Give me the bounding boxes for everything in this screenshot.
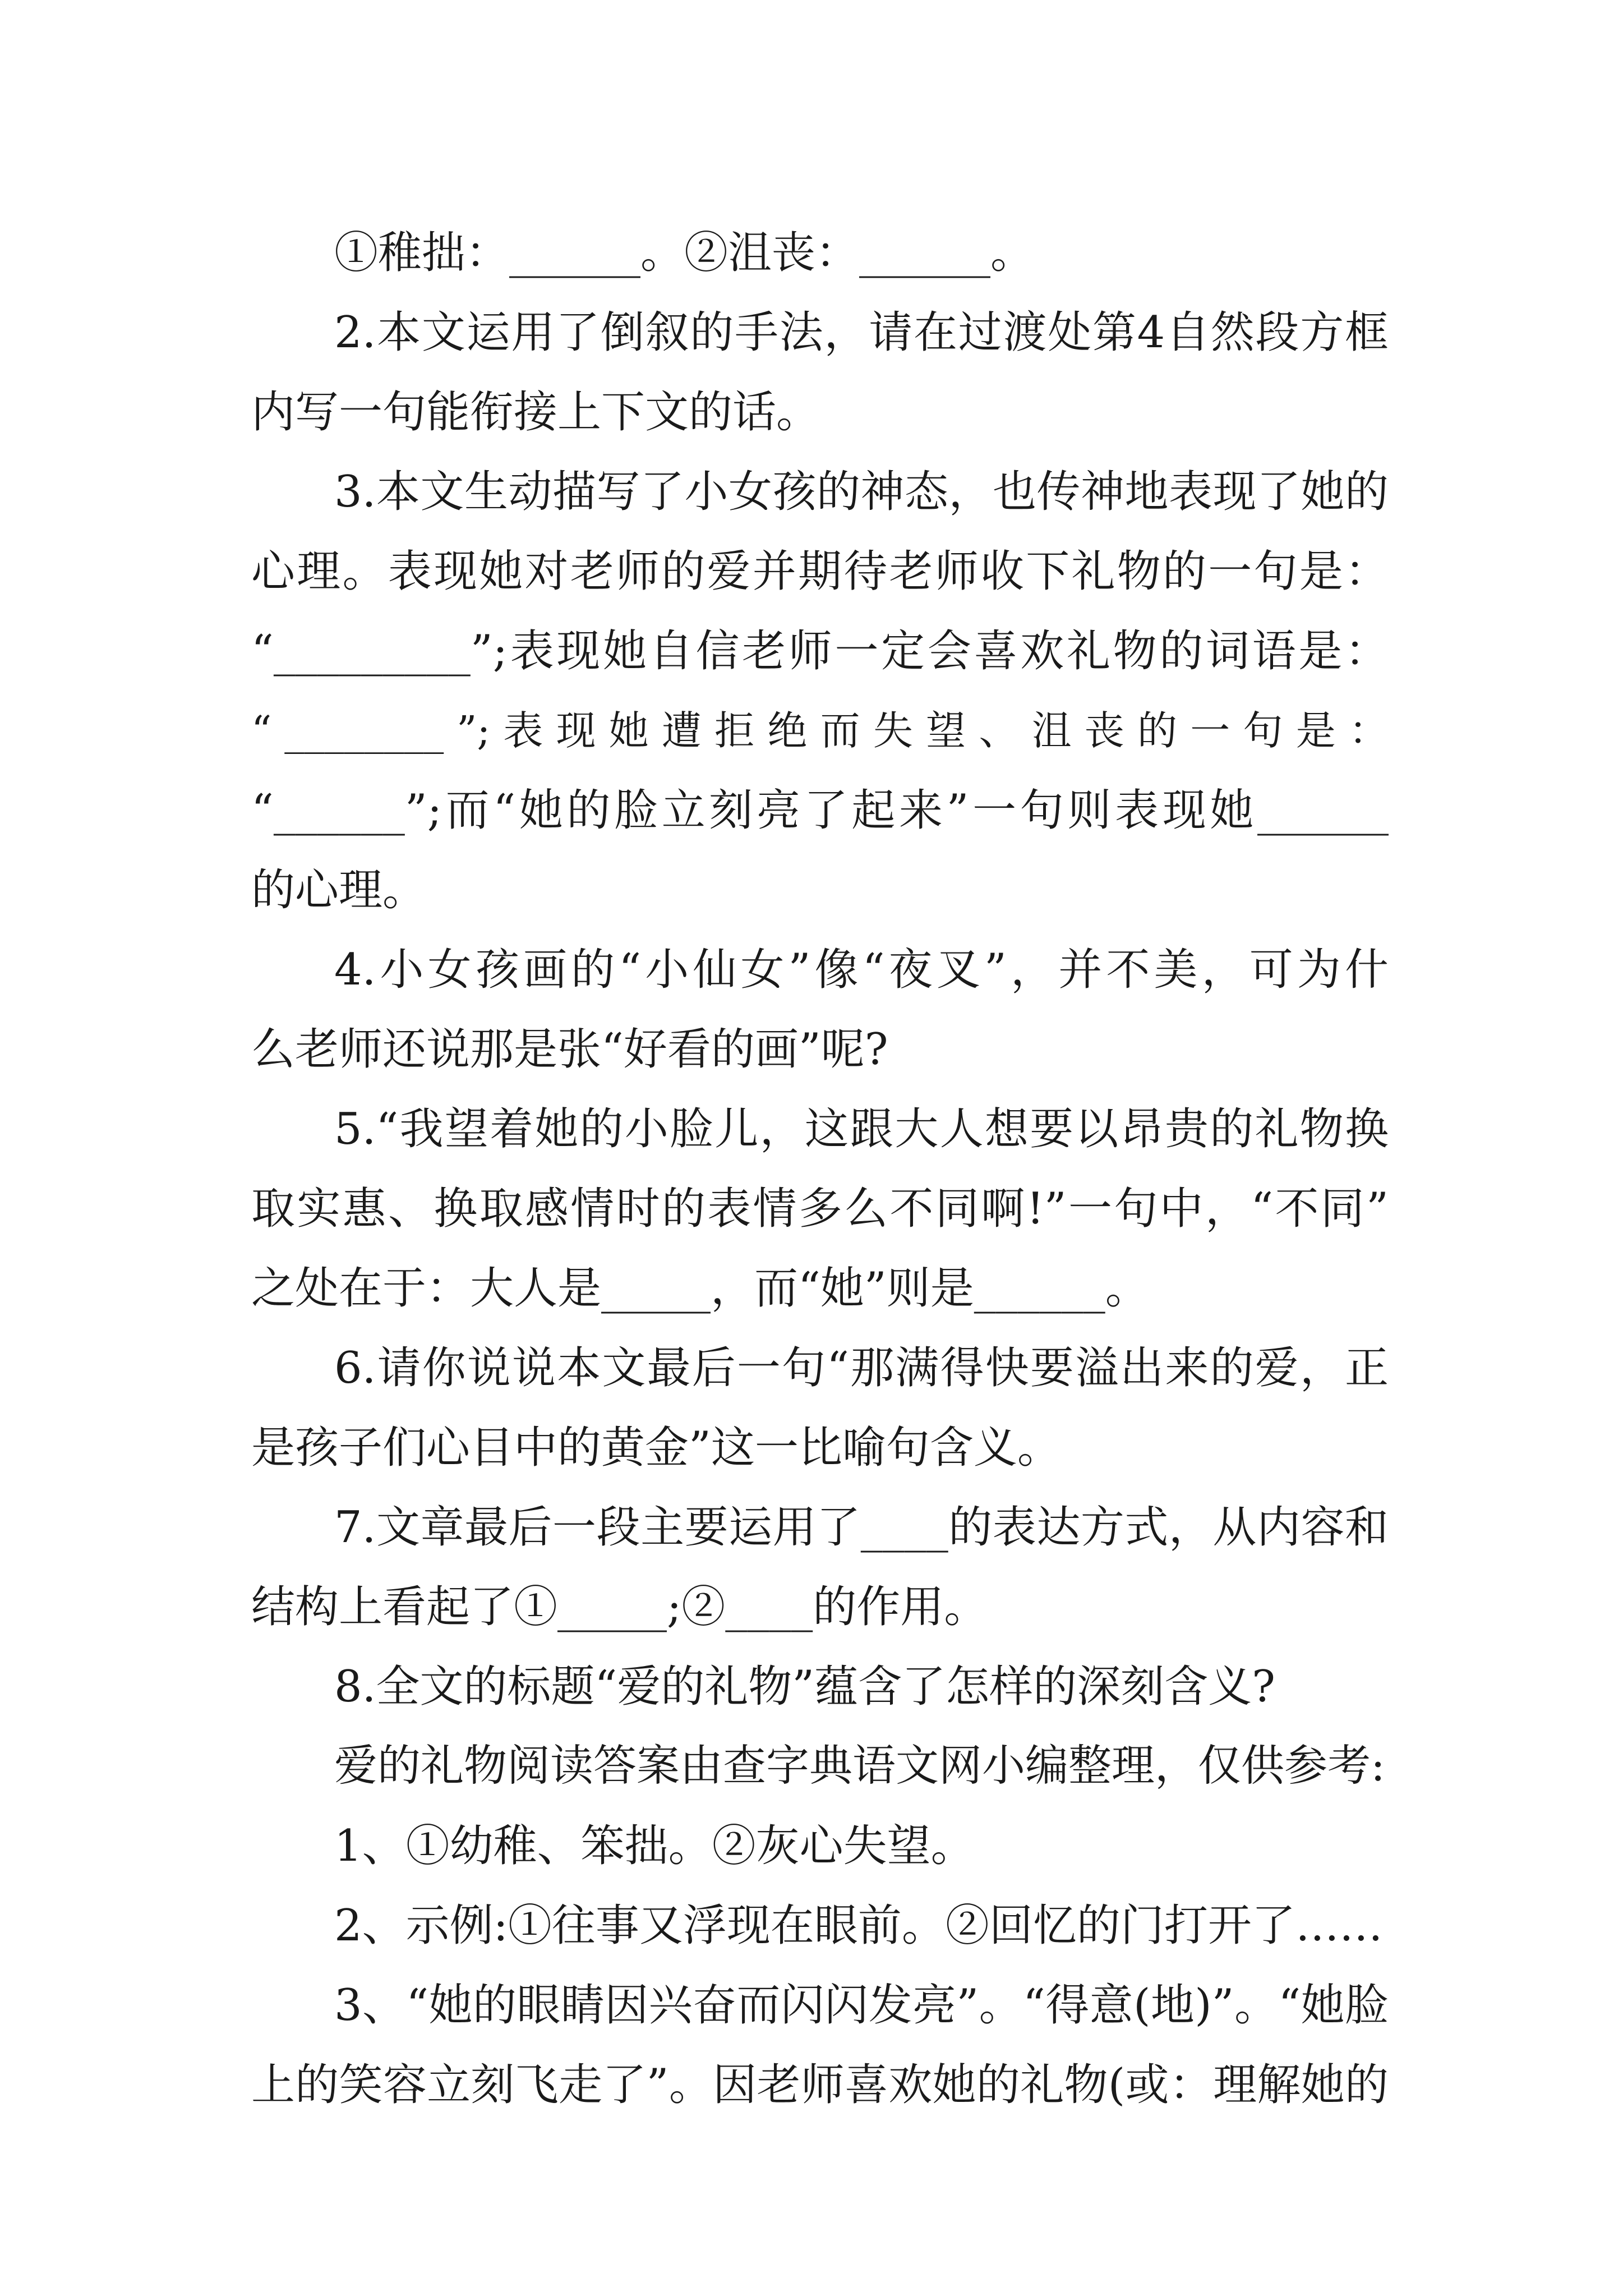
text-line-10: 4.小女孩画的“小仙女”像“夜叉”，并不美，可为什 — [334, 945, 1389, 995]
text-line-24: 上的笑容立刻飞走了”。因老师喜欢她的礼物(或：理解她的 — [251, 2060, 1389, 2110]
text-line-9: 的心理。 — [251, 865, 427, 915]
text-line-5: 心理。表现她对老师的爱并期待老师收下礼物的一句是： — [251, 546, 1389, 597]
text-line-18: 结构上看起了①_____;②____的作用。 — [251, 1582, 988, 1632]
text-line-13: 取实惠、换取感情时的表情多么不同啊!”一句中，“不同” — [251, 1184, 1389, 1234]
text-line-16: 是孩子们心目中的黄金”这一比喻句含义。 — [251, 1423, 1061, 1473]
text-line-1: ①稚拙：______。②沮丧：______。 — [334, 228, 1035, 278]
text-line-17: 7.文章最后一段主要运用了____的表达方式，从内容和 — [334, 1502, 1389, 1553]
text-line-19: 8.全文的标题“爱的礼物”蕴含了怎样的深刻含义? — [334, 1662, 1275, 1712]
text-line-15: 6.请你说说本文最后一句“那满得快要溢出来的爱，正 — [334, 1343, 1389, 1393]
text-line-12: 5.“我望着她的小脸儿，这跟大人想要以昂贵的礼物换 — [334, 1104, 1389, 1154]
text-line-6: “_________”;表现她自信老师一定会喜欢礼物的词语是： — [251, 626, 1389, 677]
text-line-4: 3.本文生动描写了小女孩的神态，也传神地表现了她的 — [334, 467, 1389, 517]
text-line-8: “______”;而“她的脸立刻亮了起来”一句则表现她______ — [251, 785, 1389, 836]
text-line-14: 之处在于：大人是_____，而“她”则是______。 — [251, 1263, 1149, 1314]
text-line-3: 内写一句能衔接上下文的话。 — [251, 387, 820, 438]
text-line-11: 么老师还说那是张“好看的画”呢? — [251, 1024, 888, 1075]
text-line-23: 3、“她的眼睛因兴奋而闪闪发亮”。“得意(地)”。“她脸 — [334, 1980, 1389, 2031]
text-line-22: 2、示例:①往事又浮现在眼前。②回忆的门打开了…… — [334, 1901, 1383, 1951]
text-line-2: 2.本文运用了倒叙的手法，请在过渡处第4自然段方框 — [334, 307, 1389, 358]
text-line-21: 1、①幼稚、笨拙。②灰心失望。 — [334, 1821, 975, 1871]
document-body — [251, 213, 1389, 2125]
text-line-7: “ ________ ”; 表 现 她 遭 拒 绝 而 失 望 、 沮 丧 的 一 句 是 ： — [251, 707, 1389, 754]
text-line-20: 爱的礼物阅读答案由查字典语文网小编整理，仅供参考: — [334, 1741, 1385, 1791]
